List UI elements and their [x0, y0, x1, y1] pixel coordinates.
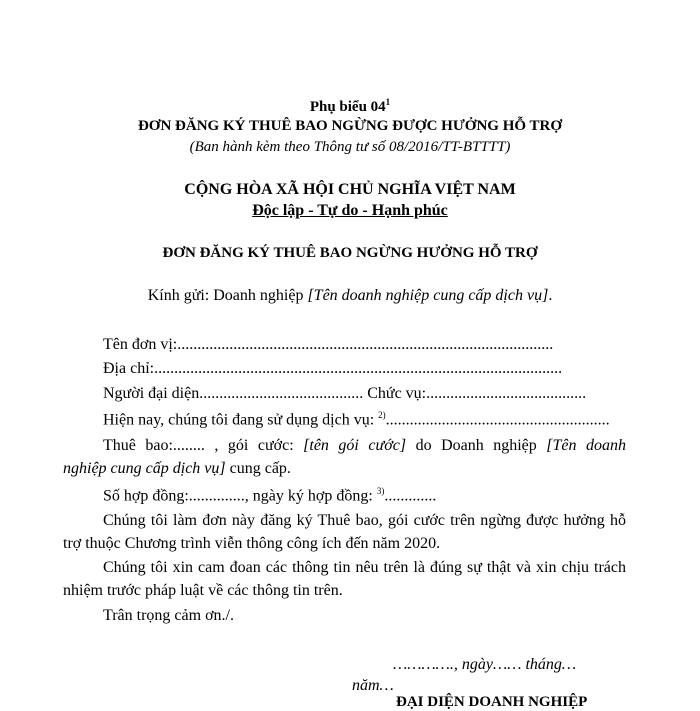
representative-field: Người đại diện......................................... Chức vụ:........................................ [103, 385, 587, 402]
service-label: Hiện nay, chúng tôi đang sử dụng dịch vụ: [103, 411, 379, 429]
subscriber-label: Thuê bao:........ , gói cước: [103, 437, 304, 454]
recipient-company: [Tên doanh nghiệp cung cấp dịch vụ] [307, 287, 549, 304]
country-name: CỘNG HÒA XÃ HỘI CHỦ NGHĨA VIỆT NAM [184, 181, 516, 198]
provider-label: do Doanh nghiệp [406, 437, 547, 454]
paragraph-2-line-1: Chúng tôi xin cam đoan các thông tin nêu trên là đúng sự thật và xin chịu trách [103, 559, 626, 576]
recipient-prefix: Kính gửi: Doanh nghiệp [147, 287, 308, 304]
year-line: năm… [352, 677, 394, 694]
signature-heading-cut: ĐẠI DIỆN DOANH NGHIỆP [396, 694, 588, 710]
national-motto: Độc lập - Tự do - Hạnh phúc [252, 202, 448, 219]
contract-footnote: 3) [376, 486, 385, 496]
paragraph-1-line-1: Chúng tôi làm đơn này đăng ký Thuê bao, gói cước trên ngừng được hưởng hỗ [103, 512, 626, 529]
contract-label: Số hợp đồng:.............., ngày ký hợp đồng: [103, 487, 377, 505]
date-line: …………., ngày…… tháng… [393, 656, 577, 673]
provider-placeholder-start: [Tên doanh [546, 437, 627, 454]
package-placeholder: [tên gói cước] [303, 437, 407, 454]
footnote-marker: 1 [385, 97, 391, 107]
service-footnote: 2) [378, 410, 386, 420]
form-title: ĐƠN ĐĂNG KÝ THUÊ BAO NGỪNG ĐƯỢC HƯỞNG HỖ TRỢ [137, 118, 563, 134]
issued-note: (Ban hành kèm theo Thông tư số 08/2016/TT-BTTTT) [189, 139, 511, 155]
paragraph-2-line-2: nhiệm trước pháp luật về các thông tin trên. [63, 582, 343, 599]
service-field [103, 410, 610, 429]
paragraph-1-line-2: trợ thuộc Chương trình viễn thông công ích đến năm 2020. [63, 535, 441, 552]
provider-placeholder-end: nghiệp cung cấp dịch vụ] [63, 460, 226, 477]
unit-name-field: Tên đơn vị:.............................................................................................. [103, 336, 554, 353]
address-field: Địa chỉ:...................................................................................................... [103, 360, 563, 377]
appendix-label: Phụ biểu 04 [309, 99, 386, 115]
contract-field [103, 486, 436, 505]
recipient-line [0, 287, 700, 305]
provider-suffix: cung cấp. [225, 460, 291, 477]
contract-dots: ............. [384, 487, 437, 505]
document-title: ĐƠN ĐĂNG KÝ THUÊ BAO NGỪNG HƯỞNG HỖ TRỢ [162, 245, 538, 261]
subscriber-line-2 [63, 460, 291, 478]
recipient-suffix: . [548, 287, 553, 304]
appendix-heading [0, 97, 700, 116]
closing-line: Trân trọng cảm ơn./. [103, 607, 234, 624]
service-dots: ........................................................ [385, 411, 610, 429]
subscriber-line-1 [103, 437, 626, 455]
